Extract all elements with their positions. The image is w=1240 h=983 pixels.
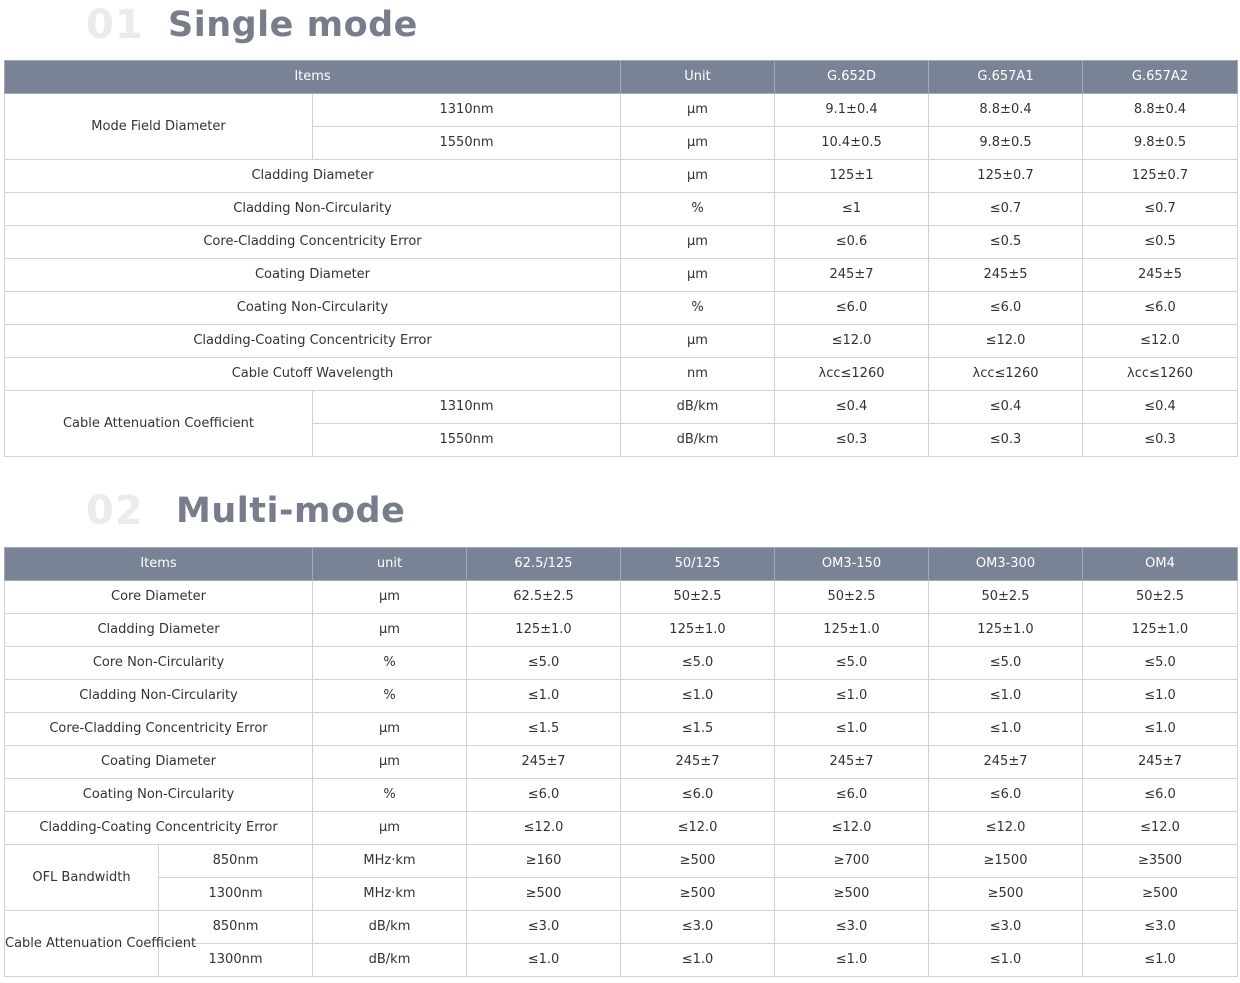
value-cell: ≥500 — [929, 878, 1083, 911]
value-cell: 9.1±0.4 — [775, 94, 929, 127]
table-row — [5, 226, 1238, 259]
value-cell: ≤5.0 — [929, 647, 1083, 680]
unit-cell: dB/km — [621, 391, 775, 424]
wavelength-cell: 1300nm — [159, 878, 313, 911]
header-unit: unit — [313, 548, 467, 581]
value-cell: 50±2.5 — [775, 581, 929, 614]
unit-cell: μm — [313, 581, 467, 614]
unit-cell: % — [621, 193, 775, 226]
value-cell: ≤12.0 — [929, 812, 1083, 845]
value-cell: ≤5.0 — [775, 647, 929, 680]
value-cell: ≤1 — [775, 193, 929, 226]
row-label: Cable Attenuation Coefficient — [5, 391, 313, 457]
value-cell: ≤6.0 — [1083, 779, 1238, 812]
unit-cell: % — [621, 292, 775, 325]
value-cell: ≤1.0 — [775, 944, 929, 977]
section-title-multi-mode — [86, 488, 405, 534]
value-cell: 125±1 — [775, 160, 929, 193]
value-cell: 9.8±0.5 — [1083, 127, 1238, 160]
value-cell: 245±7 — [467, 746, 621, 779]
value-cell: 8.8±0.4 — [929, 94, 1083, 127]
value-cell: ≤1.0 — [621, 944, 775, 977]
unit-cell: MHz·km — [313, 878, 467, 911]
table-row — [5, 779, 1238, 812]
value-cell: ≤12.0 — [775, 812, 929, 845]
value-cell: ≤0.4 — [929, 391, 1083, 424]
value-cell: 125±1.0 — [467, 614, 621, 647]
value-cell: ≤6.0 — [775, 292, 929, 325]
value-cell: 10.4±0.5 — [775, 127, 929, 160]
row-label: Core Diameter — [5, 581, 313, 614]
value-cell: ≤0.3 — [775, 424, 929, 457]
unit-cell: μm — [621, 94, 775, 127]
table-row — [5, 325, 1238, 358]
value-cell: 245±5 — [929, 259, 1083, 292]
value-cell: 125±1.0 — [621, 614, 775, 647]
unit-cell: μm — [313, 746, 467, 779]
value-cell: ≥500 — [1083, 878, 1238, 911]
value-cell: ≤0.7 — [929, 193, 1083, 226]
section-number: 01 — [86, 2, 144, 48]
table-row — [5, 911, 1238, 944]
value-cell: ≤3.0 — [621, 911, 775, 944]
unit-cell: μm — [621, 325, 775, 358]
value-cell: ≤12.0 — [1083, 812, 1238, 845]
value-cell: ≥160 — [467, 845, 621, 878]
row-label: Cladding Diameter — [5, 160, 621, 193]
row-label: Core-Cladding Concentricity Error — [5, 226, 621, 259]
value-cell: λcc≤1260 — [775, 358, 929, 391]
value-cell: 9.8±0.5 — [929, 127, 1083, 160]
value-cell: ≤6.0 — [621, 779, 775, 812]
value-cell: 50±2.5 — [1083, 581, 1238, 614]
value-cell: ≤1.5 — [621, 713, 775, 746]
row-label: Cladding Diameter — [5, 614, 313, 647]
unit-cell: μm — [621, 259, 775, 292]
value-cell: ≤12.0 — [929, 325, 1083, 358]
value-cell: ≤12.0 — [1083, 325, 1238, 358]
table-row — [5, 292, 1238, 325]
value-cell: ≥3500 — [1083, 845, 1238, 878]
value-cell: 245±7 — [775, 259, 929, 292]
multi-mode-spec-table — [4, 547, 1238, 977]
table-row — [5, 845, 1238, 878]
wavelength-cell: 1300nm — [159, 944, 313, 977]
value-cell: ≥1500 — [929, 845, 1083, 878]
value-cell: 50±2.5 — [621, 581, 775, 614]
header-g652d: G.652D — [775, 61, 929, 94]
value-cell: ≤3.0 — [1083, 911, 1238, 944]
value-cell: ≤1.0 — [929, 944, 1083, 977]
table-header-row — [5, 61, 1238, 94]
row-label: Cladding Non-Circularity — [5, 680, 313, 713]
value-cell: ≤3.0 — [929, 911, 1083, 944]
value-cell: ≤3.0 — [467, 911, 621, 944]
value-cell: 125±1.0 — [929, 614, 1083, 647]
value-cell: ≤6.0 — [929, 779, 1083, 812]
unit-cell: dB/km — [313, 911, 467, 944]
value-cell: ≥500 — [621, 878, 775, 911]
row-label: Core-Cladding Concentricity Error — [5, 713, 313, 746]
value-cell: ≤0.3 — [929, 424, 1083, 457]
value-cell: ≤3.0 — [775, 911, 929, 944]
value-cell: ≤0.5 — [929, 226, 1083, 259]
value-cell: ≤6.0 — [1083, 292, 1238, 325]
unit-cell: μm — [313, 713, 467, 746]
value-cell: 125±0.7 — [929, 160, 1083, 193]
row-label: Coating Non-Circularity — [5, 292, 621, 325]
unit-cell: % — [313, 680, 467, 713]
header-g657a2: G.657A2 — [1083, 61, 1238, 94]
value-cell: ≤1.0 — [467, 680, 621, 713]
row-label: Mode Field Diameter — [5, 94, 313, 160]
value-cell: ≤5.0 — [621, 647, 775, 680]
unit-cell: μm — [621, 160, 775, 193]
value-cell: 245±7 — [1083, 746, 1238, 779]
value-cell: 50±2.5 — [929, 581, 1083, 614]
value-cell: ≤12.0 — [621, 812, 775, 845]
value-cell: ≤1.0 — [467, 944, 621, 977]
value-cell: 245±5 — [1083, 259, 1238, 292]
header-om3-300: OM3-300 — [929, 548, 1083, 581]
row-label: Cable Cutoff Wavelength — [5, 358, 621, 391]
row-label: OFL Bandwidth — [5, 845, 159, 911]
header-unit: Unit — [621, 61, 775, 94]
unit-cell: μm — [621, 127, 775, 160]
section-heading: Single mode — [168, 5, 418, 45]
header-50-125: 50/125 — [621, 548, 775, 581]
single-mode-spec-table — [4, 60, 1238, 457]
table-row — [5, 713, 1238, 746]
row-label: Coating Diameter — [5, 746, 313, 779]
value-cell: λcc≤1260 — [929, 358, 1083, 391]
value-cell: ≤6.0 — [775, 779, 929, 812]
value-cell: ≤0.7 — [1083, 193, 1238, 226]
header-items: Items — [5, 548, 313, 581]
value-cell: 125±1.0 — [775, 614, 929, 647]
row-label: Cladding-Coating Concentricity Error — [5, 812, 313, 845]
unit-cell: μm — [313, 614, 467, 647]
value-cell: ≤5.0 — [467, 647, 621, 680]
value-cell: ≤1.0 — [929, 680, 1083, 713]
wavelength-cell: 1310nm — [313, 94, 621, 127]
value-cell: ≥700 — [775, 845, 929, 878]
value-cell: ≤0.3 — [1083, 424, 1238, 457]
table-row — [5, 193, 1238, 226]
table-row — [5, 746, 1238, 779]
row-label: Cable Attenuation Coefficient — [5, 911, 159, 977]
section-number: 02 — [86, 488, 144, 534]
value-cell: ≤1.0 — [621, 680, 775, 713]
wavelength-cell: 850nm — [159, 845, 313, 878]
value-cell: ≤1.0 — [775, 713, 929, 746]
value-cell: ≤0.6 — [775, 226, 929, 259]
table-row — [5, 680, 1238, 713]
value-cell: 245±7 — [621, 746, 775, 779]
table-row — [5, 160, 1238, 193]
value-cell: ≤1.0 — [929, 713, 1083, 746]
wavelength-cell: 850nm — [159, 911, 313, 944]
table-row — [5, 878, 1238, 911]
header-62-5-125: 62.5/125 — [467, 548, 621, 581]
unit-cell: dB/km — [313, 944, 467, 977]
table-row — [5, 812, 1238, 845]
table-row — [5, 614, 1238, 647]
value-cell: ≤6.0 — [467, 779, 621, 812]
table-row — [5, 647, 1238, 680]
value-cell: ≤12.0 — [775, 325, 929, 358]
unit-cell: % — [313, 647, 467, 680]
wavelength-cell: 1310nm — [313, 391, 621, 424]
unit-cell: μm — [313, 812, 467, 845]
row-label: Coating Non-Circularity — [5, 779, 313, 812]
header-om4: OM4 — [1083, 548, 1238, 581]
section-title-single-mode — [86, 2, 418, 48]
wavelength-cell: 1550nm — [313, 127, 621, 160]
unit-cell: % — [313, 779, 467, 812]
value-cell: 62.5±2.5 — [467, 581, 621, 614]
unit-cell: nm — [621, 358, 775, 391]
row-label: Cladding-Coating Concentricity Error — [5, 325, 621, 358]
value-cell: 125±0.7 — [1083, 160, 1238, 193]
value-cell: 125±1.0 — [1083, 614, 1238, 647]
table-row — [5, 391, 1238, 424]
table-row — [5, 358, 1238, 391]
row-label: Core Non-Circularity — [5, 647, 313, 680]
value-cell: ≥500 — [775, 878, 929, 911]
wavelength-cell: 1550nm — [313, 424, 621, 457]
value-cell: ≤1.0 — [1083, 944, 1238, 977]
unit-cell: dB/km — [621, 424, 775, 457]
section-heading: Multi-mode — [176, 491, 406, 531]
row-label: Coating Diameter — [5, 259, 621, 292]
value-cell: ≤1.0 — [1083, 713, 1238, 746]
unit-cell: μm — [621, 226, 775, 259]
value-cell: λcc≤1260 — [1083, 358, 1238, 391]
value-cell: ≥500 — [467, 878, 621, 911]
table-header-row — [5, 548, 1238, 581]
value-cell: 245±7 — [775, 746, 929, 779]
value-cell: ≤12.0 — [467, 812, 621, 845]
value-cell: ≤1.0 — [1083, 680, 1238, 713]
value-cell: 245±7 — [929, 746, 1083, 779]
value-cell: 8.8±0.4 — [1083, 94, 1238, 127]
value-cell: ≤1.5 — [467, 713, 621, 746]
header-items: Items — [5, 61, 621, 94]
header-om3-150: OM3-150 — [775, 548, 929, 581]
value-cell: ≥500 — [621, 845, 775, 878]
value-cell: ≤0.5 — [1083, 226, 1238, 259]
row-label: Cladding Non-Circularity — [5, 193, 621, 226]
value-cell: ≤5.0 — [1083, 647, 1238, 680]
value-cell: ≤0.4 — [1083, 391, 1238, 424]
value-cell: ≤0.4 — [775, 391, 929, 424]
table-row — [5, 94, 1238, 127]
table-row — [5, 259, 1238, 292]
header-g657a1: G.657A1 — [929, 61, 1083, 94]
table-row — [5, 581, 1238, 614]
value-cell: ≤1.0 — [775, 680, 929, 713]
unit-cell: MHz·km — [313, 845, 467, 878]
value-cell: ≤6.0 — [929, 292, 1083, 325]
